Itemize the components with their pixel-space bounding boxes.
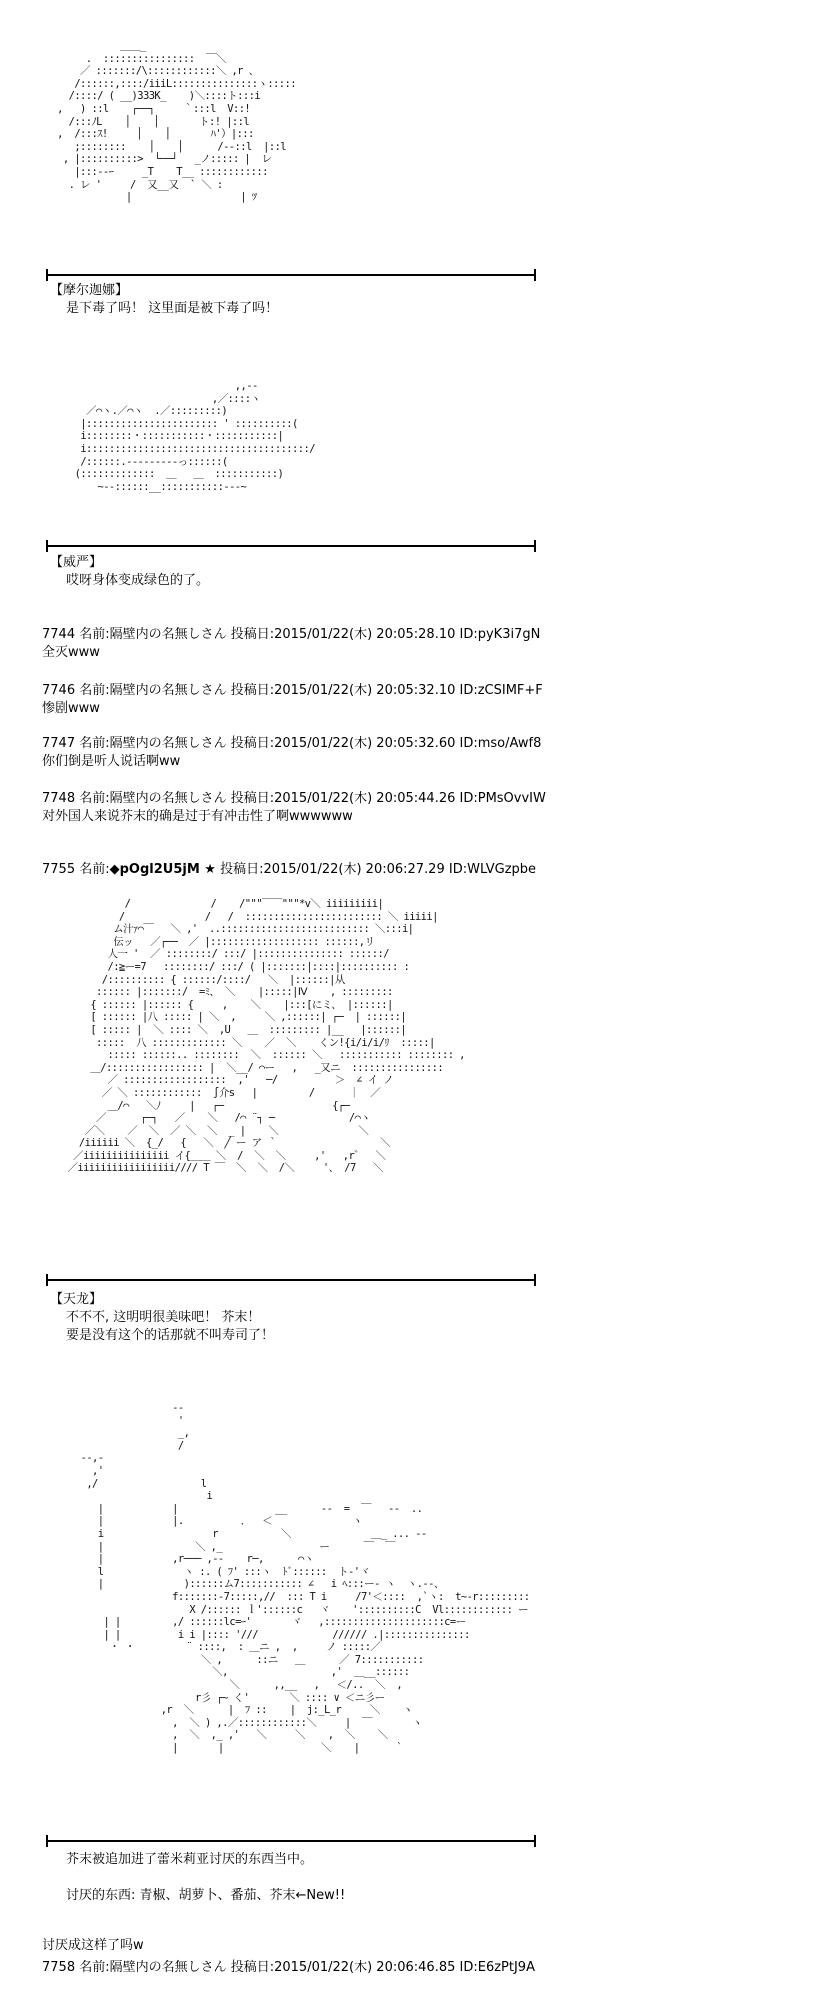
- stage-divider: [46, 1274, 536, 1286]
- ascii-art-morgana: ＿＿_ . :::::::::::::::: ￣＼ ／ :::::::/\::::::::::::＼ ,r 、 /::::::,::::/iiiL:::::::::::::::ヽ::::: /::::/ ( __)333K_ )＼::::ト:::i , ) ::l ┌──┐ ｀:::l V::! /:::ﾉL │ │ ト:! |::l , /:::ｽ! │ │ ﾊ'）|::: ;:::::::: │ │ /--::l |::l , |::::::::::> └──┘ _ノ::::: | レ |:::--ｰ _T T__ :::::::::::: . レ ' / 又__又 ` ＼ : | | ﾂ: [57, 40, 296, 204]
- post-header: 7748 名前:隔壁内の名無しさん 投稿日:2015/01/22(木) 20:05:44.26 ID:PMsOvvIW: [42, 791, 546, 806]
- stage-divider: [46, 269, 536, 281]
- post-body: 你们倒是听人说话啊ww: [42, 754, 181, 769]
- speaker-name: 【摩尔迦娜】: [50, 283, 129, 298]
- post-header: 7744 名前:隔壁内の名無しさん 投稿日:2015/01/22(木) 20:05:28.10 ID:pyK3i7gN: [42, 627, 541, 642]
- speaker-name: 【天龙】: [50, 1292, 103, 1307]
- speaker-name: 【威严】: [50, 555, 103, 570]
- dialog-line: 不不不, 这明明很美味吧！ 芥末！: [66, 1310, 261, 1325]
- post-body: 惨剧www: [42, 701, 100, 716]
- ascii-art-remilia: -- ' _, / --,- ,' ,/ l i | | __ -- = ￣ -- .. | |. ． ＜ ヽ i r ＼ ＿_ ... ‐‐ | ＼ ,_ ー ￣ ￣ | ,r─── ,-- r─, ⌒ヽ l ヽ :. ( ﾌ' :::ヽ ﾄﾞ:::::: ト‐'ヾ | )::::::ム7::::::::::: ∠ i ﾍ:::ー- ヽ ヽ.--、 f:::::::-7:::::,// ::: T i /7'＜:::: ,`ヽ: t~-r::::::::: X /:::::: ｌ'::::::c ヾ '::::::::::C Vl:::::::::::: ー | | ,/ ::::::lc=ｰ' ヾ ,:::::::::::::::::::::c=ー | | i i |:::: '/// ////// .|::::::::::::::: ・ ・ ¨ ::::, : ＿ニ , , ノ :::::／ ＼ , ::ニ ＿ ／ 7::::::::::: ＼, ,' ＿__:::::: ＼ ,,__ , ＜/.. ＼ , r彡 ┌~ く' ＼ :::: ∨ ＜ニ彡ー ,r ＼ | ﾌ :: | j:_L_r ＼ ヽ , ＼ ) ,.／::::::::::::＼ | ￣ ヽ , ＼ ,_ ,' ＼ ＼ , ＼ ＼ | | ＼ | ｀: [80, 1402, 530, 1755]
- post-body: 全灭www: [42, 645, 100, 660]
- narration-line: 讨厌成这样了吗w: [42, 1938, 144, 1953]
- dialog-line: 哎呀身体变成绿色的了。: [66, 573, 210, 588]
- dialog-line: 要是没有这个的话那就不叫寿司了！: [66, 1328, 275, 1343]
- stage-divider: [46, 540, 536, 552]
- post-header: 7747 名前:隔壁内の名無しさん 投稿日:2015/01/22(木) 20:05:32.60 ID:mso/Awf8: [42, 736, 542, 751]
- post-header: 7758 名前:隔壁内の名無しさん 投稿日:2015/01/22(木) 20:06:46.85 ID:E6zPtJ9A: [42, 1960, 535, 1975]
- stage-divider: [46, 1835, 536, 1847]
- tripcode: ◆pOgl2U5jM ★: [109, 862, 216, 877]
- dialog-line: 是下毒了吗！ 这里面是被下毒了吗！: [66, 301, 279, 316]
- post-header: 7746 名前:隔壁内の名無しさん 投稿日:2015/01/22(木) 20:05:32.10 ID:zCSIMF+F: [42, 683, 543, 698]
- narration-line: 芥末被追加进了蕾米莉亚讨厌的东西当中。: [66, 1852, 314, 1867]
- ascii-art-tenryuu: / / /"""￣￣"""*v＼ iiiiiiiii| / / / :::::::::::::::::::::::: ＼ iiiii| ム汁ｧ⌒￣ ＼ ,' ..:::::::::::::::::::::::::: ＼:::i| 伝ッ ／┌── ／ |::::::::::::::::::: ::::::,リ 人一 ' ／ ::::::::/ :::/ |::::::::::::::: ::::::/ /:≧ー=7 ::::::::/ :::/ ( |:::::::|::::|:::::::::: : /:::::::::: { ::::::/::::/ ＼ |::::::|从 :::::: |:::::::/ =ﾐ、 ＼ |:::::|Ⅳ , ::::::::: { :::::: |:::::: { , ＼ |:::[にミ、 |::::::| [ :::::: |八 ::::: | ＼ , ＼ ,::::::| ┌─ | ::::::| [ ::::: | ＼ :::: ＼ ,U ＿ ::::::::: |__ |::::::| ::::: 八 ::::::::::::: ＼ ／ ＼ くン!{i/i/i/ﾘ :::::| ::::: ::::::.. :::::::: ＼ :::::: ＼ ::::::::::: :::::::: , ＿/::::::::::::::::: | ＼__/ ⌒ー , _又ニ :::::::::::::::: ／ :::::::::::::::::: ,' ─/ ＞ ∠ イ ノ ／ ＼ :::::::::::: ∫介s | / ｜ ／ ＿/⌒ ＼ﾉ | ┌─ {┌─ ／ ┌─┐ ／ ＼ /⌒ ¨┐ ─ /⌒ヽ ／＼ ／ ＼ ／ ＼ ＼ _ | ＼ ＼ /iiiiii ＼ {_/ { ＼ ╱ ー ア ｀ ＼ ／iiiiiiiiiiiiiii イ{＿＿ ＼ / ＼ ＼ ,' ,r゛ ＼ ／iiiiiiiiiiiiiiiii//// T ￣ ＼ ＼ /＼ '、 /7 ＼: [67, 898, 465, 1175]
- post-body: 对外国人来说芥末的确是过于有冲击性了啊wwwwww: [42, 809, 353, 824]
- post-meta: 投稿日:2015/01/22(木) 20:06:27.29 ID:WLVGzpbe: [215, 862, 537, 877]
- main-post-header: [42, 862, 536, 878]
- narration-line: 讨厌的东西: 青椒、胡萝卜、番茄、芥末←New!!: [66, 1888, 346, 1903]
- ascii-art-dignity: ,,-- ,／::::ヽ ／⌒ヽ.／⌒ヽ .／:::::::::) |::::::::::::::::::::::: ' ::::::::::( i::::::::・:::::::::::・:::::::::::| i:::::::::::::::::::::::::::::::::::::::/ /::::::.---------っ::::::( (::::::::::::: ＿ ＿ :::::::::::) ~--::::::__:::::::::::---~: [74, 380, 315, 493]
- post-number-label: 7755 名前:: [42, 862, 110, 877]
